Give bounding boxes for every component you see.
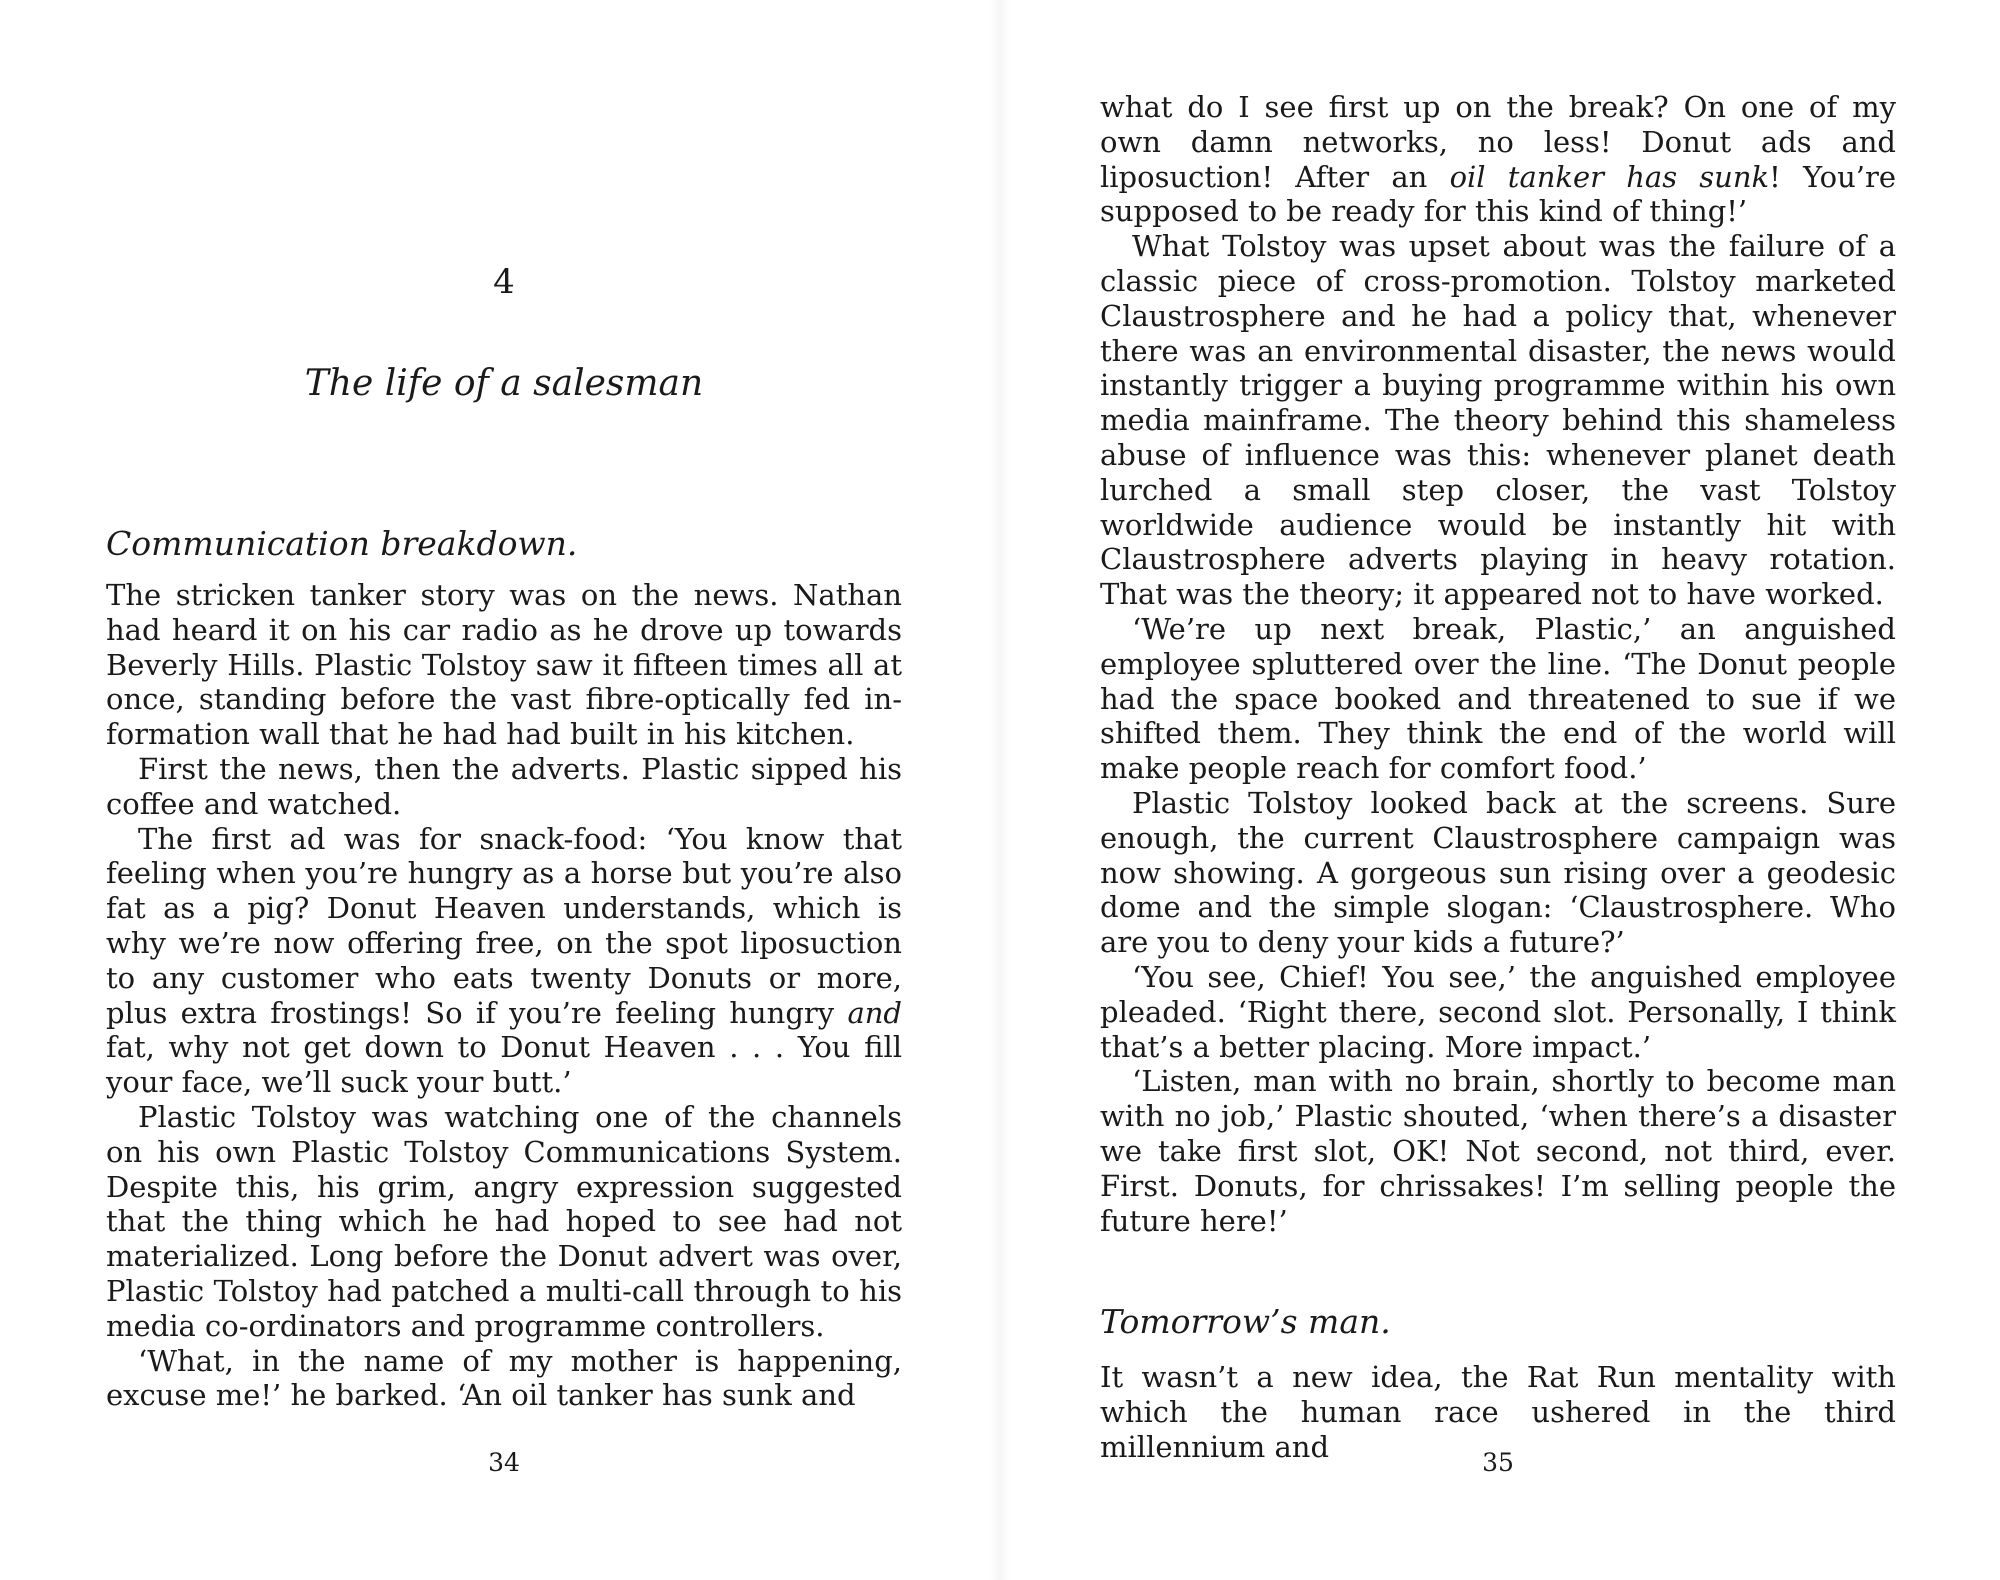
paragraph: ‘You see, Chief! You see,’ the anguished employee pleaded. ‘Right there, second slot. Personally, I think that’s a better placing. More impact.’	[1100, 959, 1896, 1064]
paragraph-text: ! You’re supposed to be ready for this kind of thing!’	[1100, 159, 1896, 229]
paragraph: ‘What, in the name of my mother is happening, excuse me!’ he barked. ‘An oil tanker has sunk and	[106, 1343, 902, 1413]
paragraph-text: what do I see first up on the break? On one of my own damn networks, no less! Donut ads and liposuction! After an	[1100, 90, 1896, 194]
ad-emphasis: and	[847, 995, 902, 1030]
paragraph: Plastic Tolstoy looked back at the screens. Sure enough, the current Claustrosphere campaign was now showing. A gorgeous sun rising over a geodesic dome and the simple slogan: ‘Claustrosphere. Who are you to deny your kids a future?’	[1100, 785, 1896, 960]
chapter-title: The life of a salesman	[304, 363, 704, 404]
chapter-number: 4	[493, 262, 515, 302]
paragraph-continued	[1100, 90, 1896, 229]
paragraph: ‘Listen, man with no brain, shortly to become man with no job,’ Plastic shouted, ‘when there’s a disaster we take first slot, OK! Not second, not third, ever. First. Donuts, for chrissakes! I’m selling people the future here!’	[1100, 1064, 1896, 1238]
right-page-body	[1100, 90, 1896, 1465]
paragraph: First the news, then the adverts. Plastic sipped his coffee and watched.	[106, 751, 902, 821]
left-page-body	[106, 578, 902, 1413]
paragraph: Plastic Tolstoy was watching one of the channels on his own Plastic Tolstoy Communications System. Despite this, his grim, angry expression suggested that the thing which he had hoped to see had not materialized. Long before the Donut advert was over, Plastic Tolstoy had patched a multi-call through to his media co-ordinators and programme controllers.	[106, 1099, 902, 1343]
book-gutter	[990, 0, 1010, 1580]
paragraph: It wasn’t a new idea, the Rat Run mentality with which the human race ushered in the third millennium and	[1100, 1360, 1896, 1464]
section-heading-communication-breakdown: Communication breakdown.	[106, 524, 578, 563]
paragraph: ‘We’re up next break, Plastic,’ an anguished employee spluttered over the line. ‘The Donut people had the space booked and threatened to sue if we shifted them. They think the end of the world will make people reach for comfort food.’	[1100, 611, 1896, 786]
paragraph-donut-ad	[106, 822, 902, 1100]
page-number: 35	[1482, 1448, 1514, 1477]
paragraph: The stricken tanker story was on the news. Nathan had heard it on his car radio as he drove up towards Beverly Hills. Plastic Tolstoy saw it fifteen times all at once, standing before the vast fibre-optically fed information wall that he had had built in his kitchen.	[106, 578, 902, 752]
ad-text-tail: fat, why not get down to Donut Heaven . . . You fill your face, we’ll suck your butt.’	[106, 1030, 902, 1100]
page-number: 34	[488, 1448, 520, 1477]
paragraph: What Tolstoy was upset about was the failure of a classic piece of cross-promotion. Tolstoy marketed Claustrosphere and he had a policy that, whenever there was an environmental disaster, the news would instantly trigger a buying programme within his own media mainframe. The theory behind this shameless abuse of influence was this: whenever planet death lurched a small step closer, the vast Tolstoy worldwide audience would be instantly hit with Claustrosphere adverts playing in heavy rotation. That was the theory; it appeared not to have worked.	[1100, 229, 1896, 612]
section-heading-wrap	[1100, 1302, 1896, 1342]
ad-text: The first ad was for snack-food: ‘You know that feeling when you’re hungry as a horse but you’re also fat as a pig? Donut Heaven understands, which is why we’re now offering free, on the spot liposuction to any customer who eats twenty Donuts or more, plus extra frostings! So if you’re feeling hungry	[106, 821, 902, 1030]
section-heading-tomorrows-man: Tomorrow’s man.	[1100, 1302, 1391, 1342]
left-page	[106, 0, 902, 1580]
paragraph-emphasis: oil tanker has sunk	[1449, 159, 1770, 194]
right-page	[1100, 0, 1896, 1580]
